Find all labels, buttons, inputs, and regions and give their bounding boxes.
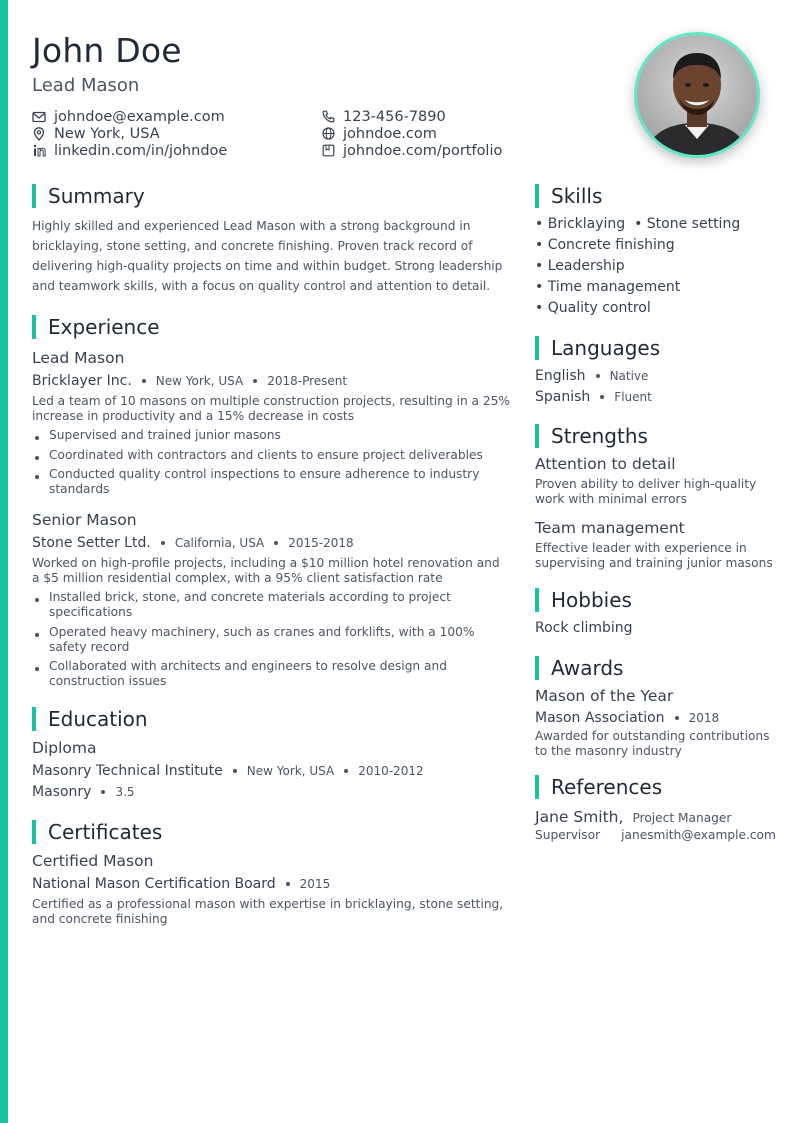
website-text: johndoe.com: [343, 125, 437, 142]
contact-linkedin[interactable]: [32, 142, 227, 159]
education-section: [32, 707, 510, 802]
awards-heading: Awards: [535, 656, 775, 680]
phone-text: 123-456-7890: [343, 108, 446, 125]
portfolio-icon: [321, 144, 335, 158]
hobbies-section: [535, 588, 775, 639]
job-entry: [32, 510, 510, 689]
education-dates: 2010-2012: [358, 764, 424, 778]
languages-section: [535, 336, 775, 407]
job-location: New York, USA: [155, 374, 244, 388]
contact-phone[interactable]: [321, 108, 446, 125]
contact-portfolio[interactable]: [321, 142, 502, 159]
skill-item: Quality control: [547, 300, 651, 316]
portfolio-text: johndoe.com/portfolio: [343, 142, 503, 159]
linkedin-icon: [32, 144, 46, 158]
summary-text: Highly skilled and experienced Lead Mason with a strong background in bricklaying, stone setting, and concrete finishing. Proven track record of delivering high-quality projects on time and within budget. Strong leadership and teamwork skills, with a focus on quality control and attention to detail.: [32, 219, 503, 293]
skill-item: Bricklaying: [547, 216, 626, 232]
separator-dot: [344, 769, 348, 773]
separator-dot: [600, 395, 604, 399]
strength-description: Effective leader with experience in supervising and training junior masons: [535, 541, 773, 570]
contact-location: [32, 125, 160, 142]
phone-icon: [321, 110, 335, 124]
strength-name: Attention to detail: [535, 455, 676, 473]
certificate-meta: [32, 874, 510, 894]
reference-email[interactable]: janesmith@example.com: [621, 828, 776, 842]
experience-heading: Experience: [32, 315, 510, 339]
separator-dot: [286, 882, 290, 886]
job-bullet: Coordinated with contractors and clients to ensure project deliverables: [32, 448, 510, 463]
languages-heading: Languages: [535, 336, 775, 360]
award-description: Awarded for outstanding contributions to the masonry industry: [535, 729, 770, 758]
reference-relation: Supervisor: [535, 828, 601, 842]
candidate-role: Lead Mason: [32, 75, 140, 96]
education-institution: Masonry Technical Institute: [32, 763, 223, 779]
location-text: New York, USA: [54, 125, 160, 142]
award-meta: [535, 708, 775, 728]
skill-item: Stone setting: [646, 216, 741, 232]
education-degree: Diploma: [32, 739, 97, 757]
map-pin-icon: [32, 127, 46, 141]
job-company: Stone Setter Ltd.: [32, 535, 151, 551]
language-row: [535, 387, 775, 407]
job-company: Bricklayer Inc.: [32, 373, 132, 389]
job-bullet-list: [32, 428, 510, 497]
skills-row: • Time management: [535, 279, 681, 295]
certificate-name: Certified Mason: [32, 852, 154, 870]
skills-row: • Bricklaying • Stone setting: [535, 216, 741, 232]
skills-row: • Leadership: [535, 258, 625, 274]
job-description: Worked on high-profile projects, including a $10 million hotel renovation and a $5 million residential complex, with a 95% client satisfaction rate: [32, 556, 500, 585]
job-title: Senior Mason: [32, 511, 137, 529]
language-level: Native: [609, 369, 649, 383]
reference-contact-row: [535, 828, 775, 842]
job-bullet-list: [32, 590, 510, 689]
award-issuer: Mason Association: [535, 710, 665, 726]
left-column: [32, 184, 510, 927]
strength-entry: [535, 518, 775, 571]
job-bullet: Supervised and trained junior masons: [32, 428, 510, 443]
certificate-year: 2015: [299, 877, 331, 891]
language-row: [535, 366, 775, 386]
separator-dot: [161, 541, 165, 545]
job-meta: [32, 371, 510, 391]
award-year: 2018: [688, 711, 720, 725]
strengths-heading: Strengths: [535, 424, 775, 448]
hobbies-heading: Hobbies: [535, 588, 775, 612]
references-heading: References: [535, 775, 775, 799]
reference-position: Project Manager: [632, 811, 732, 825]
separator-dot: [675, 716, 679, 720]
education-field-row: [32, 782, 510, 802]
skill-item: Concrete finishing: [547, 237, 675, 253]
globe-icon: [321, 127, 335, 141]
skills-section: [535, 184, 775, 319]
job-bullet: Operated heavy machinery, such as cranes and forklifts, with a 100% safety record: [32, 625, 510, 655]
job-dates: 2018-Present: [267, 374, 348, 388]
awards-section: [535, 656, 775, 759]
accent-bar: [0, 0, 8, 1123]
job-meta: [32, 533, 510, 553]
resume-header: [32, 30, 772, 170]
separator-dot: [253, 379, 257, 383]
skill-item: Time management: [547, 279, 681, 295]
education-location: New York, USA: [246, 764, 335, 778]
job-dates: 2015-2018: [288, 536, 354, 550]
skills-list: [535, 214, 775, 319]
experience-section: [32, 315, 510, 689]
award-name: Mason of the Year: [535, 687, 674, 705]
certificate-issuer: National Mason Certification Board: [32, 876, 276, 892]
skill-item: Leadership: [547, 258, 625, 274]
certificates-heading: Certificates: [32, 820, 510, 844]
language-level: Fluent: [614, 390, 652, 404]
right-column: [535, 184, 775, 842]
education-field: Masonry: [32, 784, 92, 800]
language-name: Spanish: [535, 389, 591, 405]
mail-icon: [32, 110, 46, 124]
separator-dot: [274, 541, 278, 545]
strengths-section: [535, 424, 775, 571]
skills-row: • Quality control: [535, 300, 651, 316]
email-text: johndoe@example.com: [54, 108, 225, 125]
job-location: California, USA: [174, 536, 265, 550]
education-meta: [32, 761, 510, 781]
summary-section: [32, 184, 510, 296]
candidate-name: John Doe: [32, 31, 182, 70]
contact-website[interactable]: [321, 125, 437, 142]
education-gpa: 3.5: [115, 785, 135, 799]
contact-email[interactable]: [32, 108, 225, 125]
summary-heading: Summary: [32, 184, 510, 208]
separator-dot: [142, 379, 146, 383]
job-entry: [32, 348, 510, 497]
job-bullet: Collaborated with architects and engineers to resolve design and construction issues: [32, 659, 510, 689]
education-heading: Education: [32, 707, 510, 731]
references-section: [535, 775, 775, 842]
job-description: Led a team of 10 masons on multiple construction projects, resulting in a 25% increase in productivity and a 15% decrease in costs: [32, 394, 510, 423]
profile-photo: [634, 32, 760, 158]
separator-dot: [596, 374, 600, 378]
strength-entry: [535, 454, 775, 507]
separator-dot: [233, 769, 237, 773]
reference-row: [535, 807, 775, 827]
certificates-section: [32, 820, 510, 927]
skills-heading: Skills: [535, 184, 775, 208]
strength-name: Team management: [535, 519, 685, 537]
certificate-description: Certified as a professional mason with expertise in bricklaying, stone setting, and concrete finishing: [32, 897, 504, 926]
linkedin-text: linkedin.com/in/johndoe: [54, 142, 228, 159]
languages-list: [535, 366, 775, 407]
skills-row: • Concrete finishing: [535, 237, 675, 253]
separator-dot: [101, 790, 105, 794]
job-title: Lead Mason: [32, 349, 125, 367]
reference-name: Jane Smith,: [535, 808, 624, 826]
job-bullet: Installed brick, stone, and concrete materials according to project specifications: [32, 590, 510, 620]
language-name: English: [535, 368, 586, 384]
hobby-item: Rock climbing: [535, 620, 633, 636]
job-bullet: Conducted quality control inspections to ensure adherence to industry standards: [32, 467, 510, 497]
strength-description: Proven ability to deliver high-quality work with minimal errors: [535, 477, 757, 506]
